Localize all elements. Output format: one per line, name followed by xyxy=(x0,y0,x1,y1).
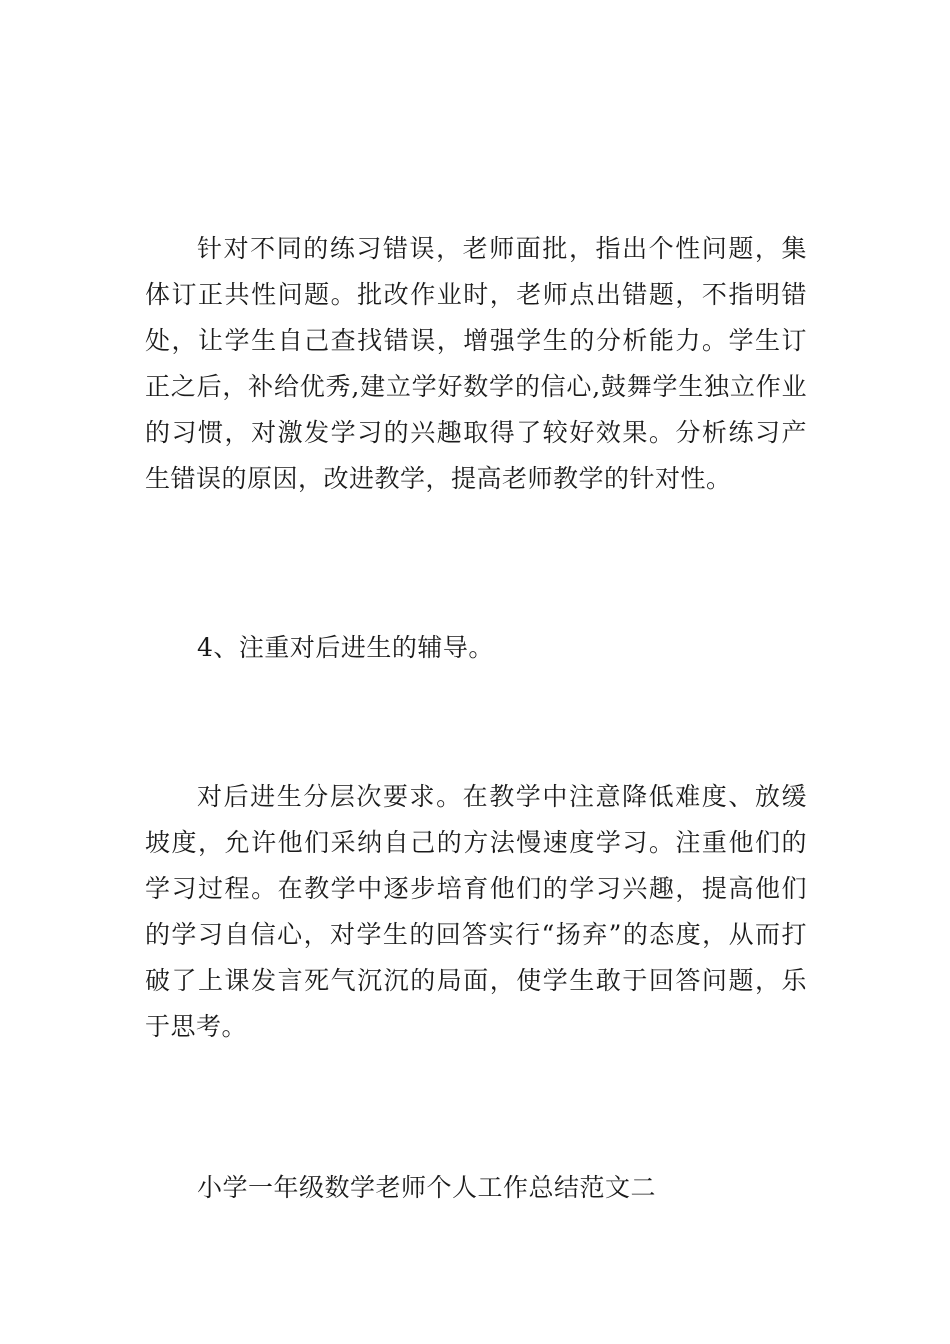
paragraph-remedial-tutoring: 对后进生分层次要求。在教学中注意降低难度、放缓坡度，允许他们采纳自己的方法慢速度学习。注重他们的学习过程。在教学中逐步培育他们的学习兴趣，提高他们的学习自信心，对学生的回答实行“扬弃”的态度，从而打破了上课发言死气沉沉的局面，使学生敢于回答问题，乐于思考。 xyxy=(145,782,807,1041)
section-heading-remedial-tutoring: 4、注重对后进生的辅导。 xyxy=(197,633,494,662)
paragraph-correction-methods: 针对不同的练习错误，老师面批，指出个性问题，集体订正共性问题。批改作业时，老师点出错题，不指明错处，让学生自己查找错误，增强学生的分析能力。学生订正之后，补给优秀,建立学好数学的信心,鼓舞学生独立作业的习惯，对激发学习的兴趣取得了较好效果。分析练习产生错误的原因，改进教学，提高老师教学的针对性。 xyxy=(145,234,807,493)
document-title-sample-two: 小学一年级数学老师个人工作总结范文二 xyxy=(197,1173,657,1202)
